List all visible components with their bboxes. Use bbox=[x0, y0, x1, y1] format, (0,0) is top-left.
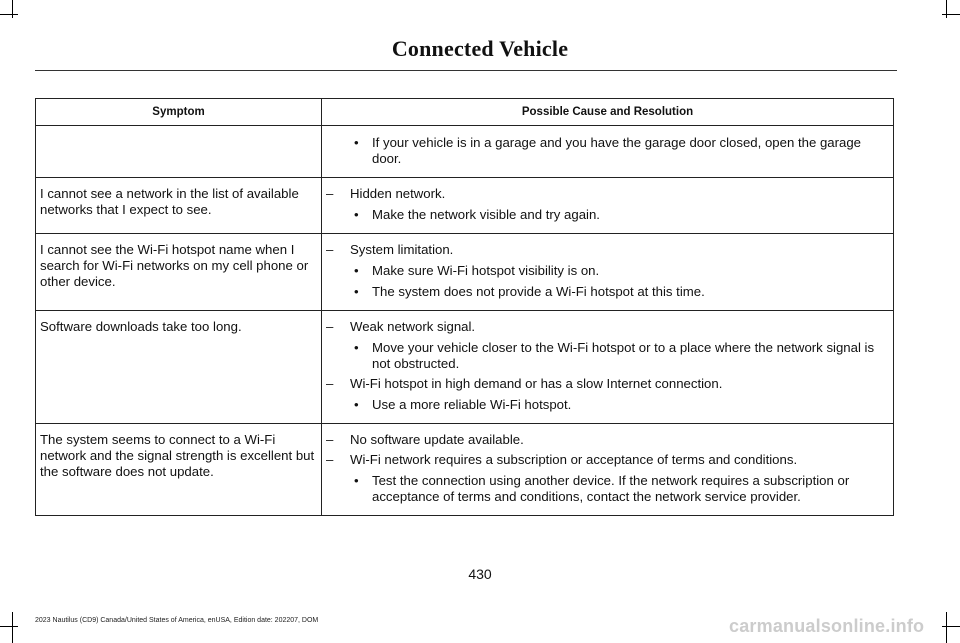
bullet-marker: • bbox=[354, 284, 359, 299]
item-text: Test the connection using another device. If the network requires a subscription or acceptance of terms and conditions, contact the network service provider. bbox=[372, 473, 850, 504]
resolution-item bbox=[326, 340, 891, 372]
bullet-marker: • bbox=[354, 397, 359, 412]
crop-mark-top-right-vertical bbox=[946, 0, 947, 18]
item-text: Make sure Wi-Fi hotspot visibility is on. bbox=[372, 263, 600, 278]
bullet-marker: • bbox=[354, 473, 359, 488]
troubleshooting-table bbox=[35, 98, 894, 516]
item-text: Wi-Fi hotspot in high demand or has a slow Internet connection. bbox=[350, 376, 723, 391]
crop-mark-bottom-right-vertical bbox=[946, 612, 947, 643]
page-title: Connected Vehicle bbox=[391, 36, 569, 61]
symptom-cell: Software downloads take too long. bbox=[36, 311, 322, 424]
item-text: Move your vehicle closer to the Wi-Fi hotspot or to a place where the network signal is not obstructed. bbox=[372, 340, 875, 371]
item-text: System limitation. bbox=[350, 242, 454, 257]
crop-mark-bottom-left-horizontal bbox=[0, 626, 18, 627]
crop-mark-bottom-right-horizontal bbox=[942, 626, 960, 627]
bullet-marker: • bbox=[354, 135, 359, 150]
cause-column-header: Possible Cause and Resolution bbox=[322, 99, 894, 126]
symptom-cell: I cannot see a network in the list of available networks that I expect to see. bbox=[36, 178, 322, 234]
symptom-cell: I cannot see the Wi-Fi hotspot name when I search for Wi-Fi networks on my cell phone or other device. bbox=[36, 234, 322, 311]
dash-marker: – bbox=[326, 432, 334, 447]
resolution-item bbox=[326, 397, 891, 413]
resolution-item bbox=[326, 263, 891, 279]
dash-marker: – bbox=[326, 242, 334, 257]
cause-cell bbox=[322, 234, 894, 311]
item-text: If your vehicle is in a garage and you have the garage door closed, open the garage door. bbox=[372, 135, 862, 166]
crop-mark-bottom-left-vertical bbox=[12, 612, 13, 643]
dash-marker: – bbox=[326, 186, 334, 201]
symptom-column-header: Symptom bbox=[36, 99, 322, 126]
symptom-cell: The system seems to connect to a Wi-Fi network and the signal strength is excellent but the software does not update. bbox=[36, 424, 322, 516]
cause-cell bbox=[322, 178, 894, 234]
resolution-item bbox=[326, 207, 891, 223]
cause-item bbox=[326, 432, 891, 448]
cause-item bbox=[326, 376, 891, 392]
table-row bbox=[36, 424, 894, 516]
cause-item bbox=[326, 452, 891, 468]
crop-mark-top-left-vertical bbox=[12, 0, 13, 18]
cause-item bbox=[326, 319, 891, 335]
item-text: Use a more reliable Wi-Fi hotspot. bbox=[372, 397, 572, 412]
title-divider bbox=[35, 70, 897, 71]
bullet-marker: • bbox=[354, 263, 359, 278]
bullet-marker: • bbox=[354, 207, 359, 222]
crop-mark-top-left-horizontal bbox=[0, 14, 18, 15]
table-row bbox=[36, 234, 894, 311]
item-text: No software update available. bbox=[350, 432, 524, 447]
table-row bbox=[36, 311, 894, 424]
dash-marker: – bbox=[326, 452, 334, 467]
page-number: 430 bbox=[468, 566, 492, 582]
table-header-row bbox=[36, 99, 894, 126]
edition-footer: 2023 Nautilus (CD9) Canada/United States of America, enUSA, Edition date: 202207, DOM bbox=[35, 617, 319, 624]
watermark-logo: carmanualsonline.info bbox=[729, 616, 925, 636]
item-text: Hidden network. bbox=[350, 186, 446, 201]
resolution-item bbox=[326, 135, 891, 167]
cause-cell bbox=[322, 424, 894, 516]
dash-marker: – bbox=[326, 376, 334, 391]
cause-cell bbox=[322, 126, 894, 178]
item-text: Wi-Fi network requires a subscription or acceptance of terms and conditions. bbox=[350, 452, 798, 467]
item-text: Make the network visible and try again. bbox=[372, 207, 600, 222]
cause-cell bbox=[322, 311, 894, 424]
cause-item bbox=[326, 242, 891, 258]
resolution-item bbox=[326, 284, 891, 300]
dash-marker: – bbox=[326, 319, 334, 334]
cause-item bbox=[326, 186, 891, 202]
item-text: Weak network signal. bbox=[350, 319, 476, 334]
table-row bbox=[36, 178, 894, 234]
table-row bbox=[36, 126, 894, 178]
resolution-item bbox=[326, 473, 891, 505]
crop-mark-top-right-horizontal bbox=[942, 14, 960, 15]
bullet-marker: • bbox=[354, 340, 359, 355]
table-body bbox=[36, 126, 894, 516]
symptom-cell bbox=[36, 126, 322, 178]
item-text: The system does not provide a Wi-Fi hotspot at this time. bbox=[372, 284, 705, 299]
